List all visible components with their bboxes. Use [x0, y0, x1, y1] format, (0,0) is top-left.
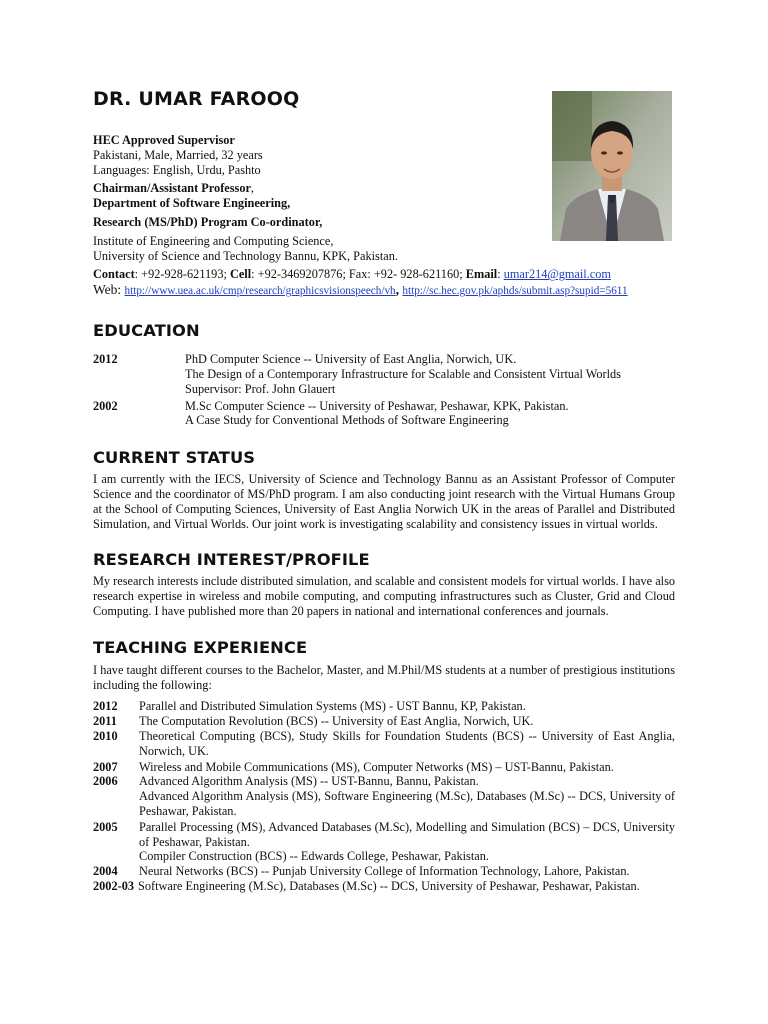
header-info: [93, 133, 533, 263]
teaching-year: 2012: [93, 699, 118, 714]
education-details: [185, 399, 675, 429]
teaching-item: [93, 699, 675, 714]
contact-label: Contact: [93, 267, 135, 282]
web-link-hec[interactable]: http://sc.hec.gov.pk/aphds/submit.asp?supid=5611: [402, 285, 628, 298]
current-status-title: CURRENT STATUS: [93, 448, 256, 468]
teaching-course: Advanced Algorithm Analysis (MS) -- UST-Bannu, Bannu, Pakistan.: [139, 774, 479, 789]
education-degree: PhD Computer Science -- University of East Anglia, Norwich, UK.: [185, 352, 517, 367]
teaching-item: [93, 774, 675, 789]
teaching-course: Parallel and Distributed Simulation Systems (MS) - UST Bannu, KP, Pakistan.: [139, 699, 526, 714]
personal-details: Pakistani, Male, Married, 32 years: [93, 147, 263, 162]
teaching-course: Advanced Algorithm Analysis (MS), Software Engineering (M.Sc), Databases (M.Sc) -- DCS, University of Peshawar, Pakistan.: [139, 789, 675, 818]
education-item: [93, 352, 675, 396]
education-title: EDUCATION: [93, 321, 200, 341]
teaching-item: [93, 849, 675, 864]
teaching-item: [93, 729, 675, 759]
education-thesis: The Design of a Contemporary Infrastructure for Scalable and Consistent Virtual Worlds: [185, 366, 621, 381]
teaching-course: Neural Networks (BCS) -- Punjab University College of Information Technology, Lahore, Pakistan.: [139, 864, 630, 879]
email-link[interactable]: umar214@gmail.com: [503, 267, 611, 282]
institute-line-2: University of Science and Technology Bannu, KPK, Pakistan.: [93, 248, 398, 263]
role-chairman-text: Chairman/Assistant Professor: [93, 181, 251, 196]
teaching-course: Parallel Processing (MS), Advanced Databases (M.Sc), Modelling and Simulation (BCS) – DCS, University of Peshawar, Pakistan.: [139, 819, 675, 849]
institute-line-1: Institute of Engineering and Computing Science,: [93, 233, 334, 248]
cell-value: : +92-3469207876; Fax: +92- 928-621160;: [251, 267, 466, 282]
cv-page: [93, 88, 675, 894]
role-chairman-comma: ,: [250, 181, 254, 196]
teaching-course: Wireless and Mobile Communications (MS), Computer Networks (MS) – UST-Bannu, Pakistan.: [139, 759, 614, 774]
teaching-year: [93, 849, 139, 864]
teaching-year: 2010: [93, 728, 118, 743]
teaching-item: [93, 820, 675, 850]
email-label: Email: [465, 267, 498, 282]
teaching-title: TEACHING EXPERIENCE: [93, 637, 308, 657]
education-degree: M.Sc Computer Science -- University of Peshawar, Peshawar, KPK, Pakistan.: [185, 398, 569, 413]
teaching-intro: I have taught different courses to the Bachelor, Master, and M.Phil/MS students at a number of prestigious institutions including the following:: [93, 662, 675, 692]
education-thesis: A Case Study for Conventional Methods of Software Engineering: [185, 413, 509, 428]
web-link-uea[interactable]: http://www.uea.ac.uk/cmp/research/graphicsvisionspeech/vh: [124, 285, 396, 298]
teaching-item: [93, 760, 675, 775]
department: Department of Software Engineering,: [93, 196, 291, 211]
research-title: RESEARCH INTEREST/PROFILE: [93, 550, 370, 570]
education-year: 2002: [93, 398, 118, 413]
teaching-item: [93, 714, 675, 729]
web-line: [93, 282, 675, 299]
teaching-item: [93, 789, 675, 819]
education-year: 2012: [93, 352, 118, 367]
teaching-year: 2007: [93, 759, 118, 774]
role-coordinator: Research (MS/PhD) Program Co-ordinator,: [93, 214, 323, 229]
education-list: [93, 352, 675, 428]
teaching-year: 2002-03: [93, 878, 134, 893]
education-details: [185, 352, 675, 396]
web-sep: ,: [395, 282, 403, 298]
role-chairman: [93, 181, 533, 196]
teaching-course: Software Engineering (M.Sc), Databases (M.Sc) -- DCS, University of Peshawar, Peshawar, Pakistan.: [138, 878, 640, 893]
contact-line: [93, 267, 675, 282]
teaching-list: [93, 699, 675, 893]
languages: Languages: English, Urdu, Pashto: [93, 162, 261, 177]
teaching-year: 2006: [93, 774, 118, 789]
hec-supervisor: HEC Approved Supervisor: [93, 133, 235, 147]
education-item: [93, 399, 675, 429]
contact-value: : +92-928-621193;: [134, 267, 230, 282]
email-sep: :: [497, 267, 504, 282]
research-text: My research interests include distributed simulation, and scalable and consistent models for virtual worlds. I have also research expertise in wireless and mobile computing, and computing infrastructures such as Cluster, Grid and Cloud Computing. I have published more than 20 papers in national and international conferences and journals.: [93, 574, 675, 618]
cell-label: Cell: [229, 267, 252, 282]
education-supervisor: Supervisor: Prof. John Glauert: [185, 381, 336, 396]
teaching-course: Theoretical Computing (BCS), Study Skills for Foundation Students (BCS) -- University of East Anglia, Norwich, UK.: [139, 728, 675, 758]
teaching-item: [93, 864, 675, 879]
teaching-year: 2004: [93, 864, 118, 879]
teaching-item: [93, 879, 675, 894]
teaching-course: Compiler Construction (BCS) -- Edwards College, Peshawar, Pakistan.: [139, 849, 489, 864]
teaching-course: The Computation Revolution (BCS) -- University of East Anglia, Norwich, UK.: [139, 714, 534, 729]
web-label: Web:: [93, 282, 125, 298]
teaching-year: [93, 789, 139, 819]
current-status-text: I am currently with the IECS, University of Science and Technology Bannu as an Assistant Professor of Computer Science and the coordinator of MS/PhD program. I am also conducting joint research with the Virtual Humans Group at the School of Computing Sciences, University of East Anglia Norwich UK in the areas of Parallel and Distributed Simulation, and Virtual Worlds. Our joint work is investigating scalability and consistency issues in virtual worlds.: [93, 472, 675, 531]
teaching-year: 2005: [93, 819, 118, 834]
teaching-year: 2011: [93, 714, 117, 729]
cv-name: DR. UMAR FAROOQ: [93, 88, 300, 110]
